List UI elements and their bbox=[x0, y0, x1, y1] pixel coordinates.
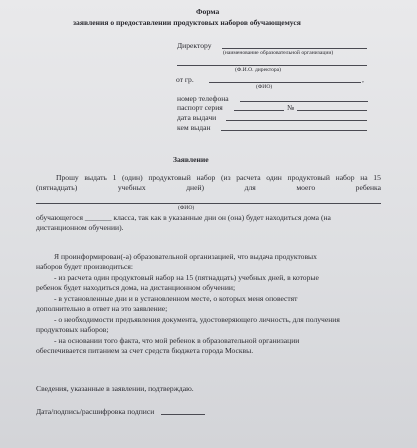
word: выдать bbox=[84, 173, 107, 182]
applicant-fio-hint: (ФИО) bbox=[256, 84, 273, 90]
info-p3-line-2: дополнительно в ответ на это заявление; bbox=[36, 304, 168, 313]
passport-number-line bbox=[297, 110, 367, 111]
word: ребенка bbox=[355, 183, 381, 192]
word: один bbox=[266, 173, 282, 182]
word: 15 bbox=[373, 173, 381, 182]
info-p2-line-2: ребенок будет находиться дома, на дистанционном обучении; bbox=[36, 283, 236, 292]
word: набор bbox=[335, 173, 355, 182]
info-p2-line-1: - из расчета один продуктовый набор на 15 (пятнадцать) учебных дней, в которые bbox=[54, 273, 319, 282]
word: расчета bbox=[236, 173, 261, 182]
info-p1-line-2: наборов будет производиться: bbox=[36, 262, 134, 271]
statement-line-2 bbox=[36, 183, 381, 192]
issue-date-line bbox=[226, 120, 367, 121]
word: дней) bbox=[186, 183, 205, 192]
issued-by-line bbox=[221, 130, 367, 131]
phone-label: номер телефона bbox=[177, 94, 229, 103]
from-citizen-label: от гр. bbox=[176, 75, 194, 84]
word: набор bbox=[196, 173, 216, 182]
word: для bbox=[244, 183, 256, 192]
passport-series-label: паспорт серия bbox=[177, 103, 223, 112]
word: продуктовый bbox=[148, 173, 191, 182]
word: учебных bbox=[117, 183, 146, 192]
director-name-hint: (Ф.И.О. директора) bbox=[235, 67, 282, 73]
statement-line-3: обучающегося _______ класса, так как в указанные дни он (она) будет находиться дома (на bbox=[36, 213, 331, 222]
statement-heading: Заявление bbox=[173, 155, 209, 164]
form-title: Форма bbox=[196, 7, 220, 16]
statement-line-4: дистанционном обучении). bbox=[36, 223, 124, 232]
word: на bbox=[360, 173, 368, 182]
signature-label: Дата/подпись/расшифровка подписи bbox=[36, 407, 155, 416]
director-label: Директору bbox=[177, 41, 212, 50]
info-p3-line-1: - в установленные дни и в установленном месте, о которых меня оповестят bbox=[54, 294, 298, 303]
word: продуктовый bbox=[287, 173, 330, 182]
info-p4-line-2: продуктовых наборов; bbox=[36, 325, 109, 334]
issue-date-label: дата выдачи bbox=[177, 113, 217, 122]
info-p5-line-1: - на основании того факта, что мой ребенок в образовательной организации bbox=[54, 336, 300, 345]
passport-series-line bbox=[234, 110, 284, 111]
word: (из bbox=[221, 173, 231, 182]
word: 1 bbox=[112, 173, 117, 182]
child-fio-line bbox=[36, 203, 381, 204]
word: (пятнадцать) bbox=[36, 183, 78, 192]
passport-number-label: № bbox=[287, 103, 295, 112]
info-p5-line-2: обеспечивается питанием за счет средств бюджета города Москвы. bbox=[36, 346, 254, 355]
confirmation-text: Сведения, указанные в заявлении, подтверждаю. bbox=[36, 384, 194, 393]
signature-line bbox=[161, 414, 205, 415]
org-name-hint: (наименование образовательной организации) bbox=[223, 50, 334, 56]
info-p4-line-1: - о необходимости предъявления документа, удостоверяющего личность, для получения bbox=[54, 315, 340, 324]
statement-line-1 bbox=[56, 173, 381, 182]
info-p1-line-1: Я проинформирован(-а) образовательной организацией, что выдача продуктовых bbox=[54, 252, 317, 261]
issued-by-label: кем выдан bbox=[177, 123, 211, 132]
director-org-line bbox=[222, 48, 367, 49]
form-subtitle: заявления о предоставлении продуктовых наборов обучающемуся bbox=[73, 18, 301, 27]
word: (один) bbox=[122, 173, 143, 182]
director-line-2 bbox=[177, 65, 367, 66]
word: моего bbox=[296, 183, 316, 192]
from-comma: , bbox=[362, 75, 364, 84]
child-fio-hint: (ФИО) bbox=[178, 205, 195, 211]
from-citizen-line bbox=[209, 82, 361, 83]
phone-line bbox=[240, 101, 368, 102]
word: Прошу bbox=[56, 173, 79, 182]
